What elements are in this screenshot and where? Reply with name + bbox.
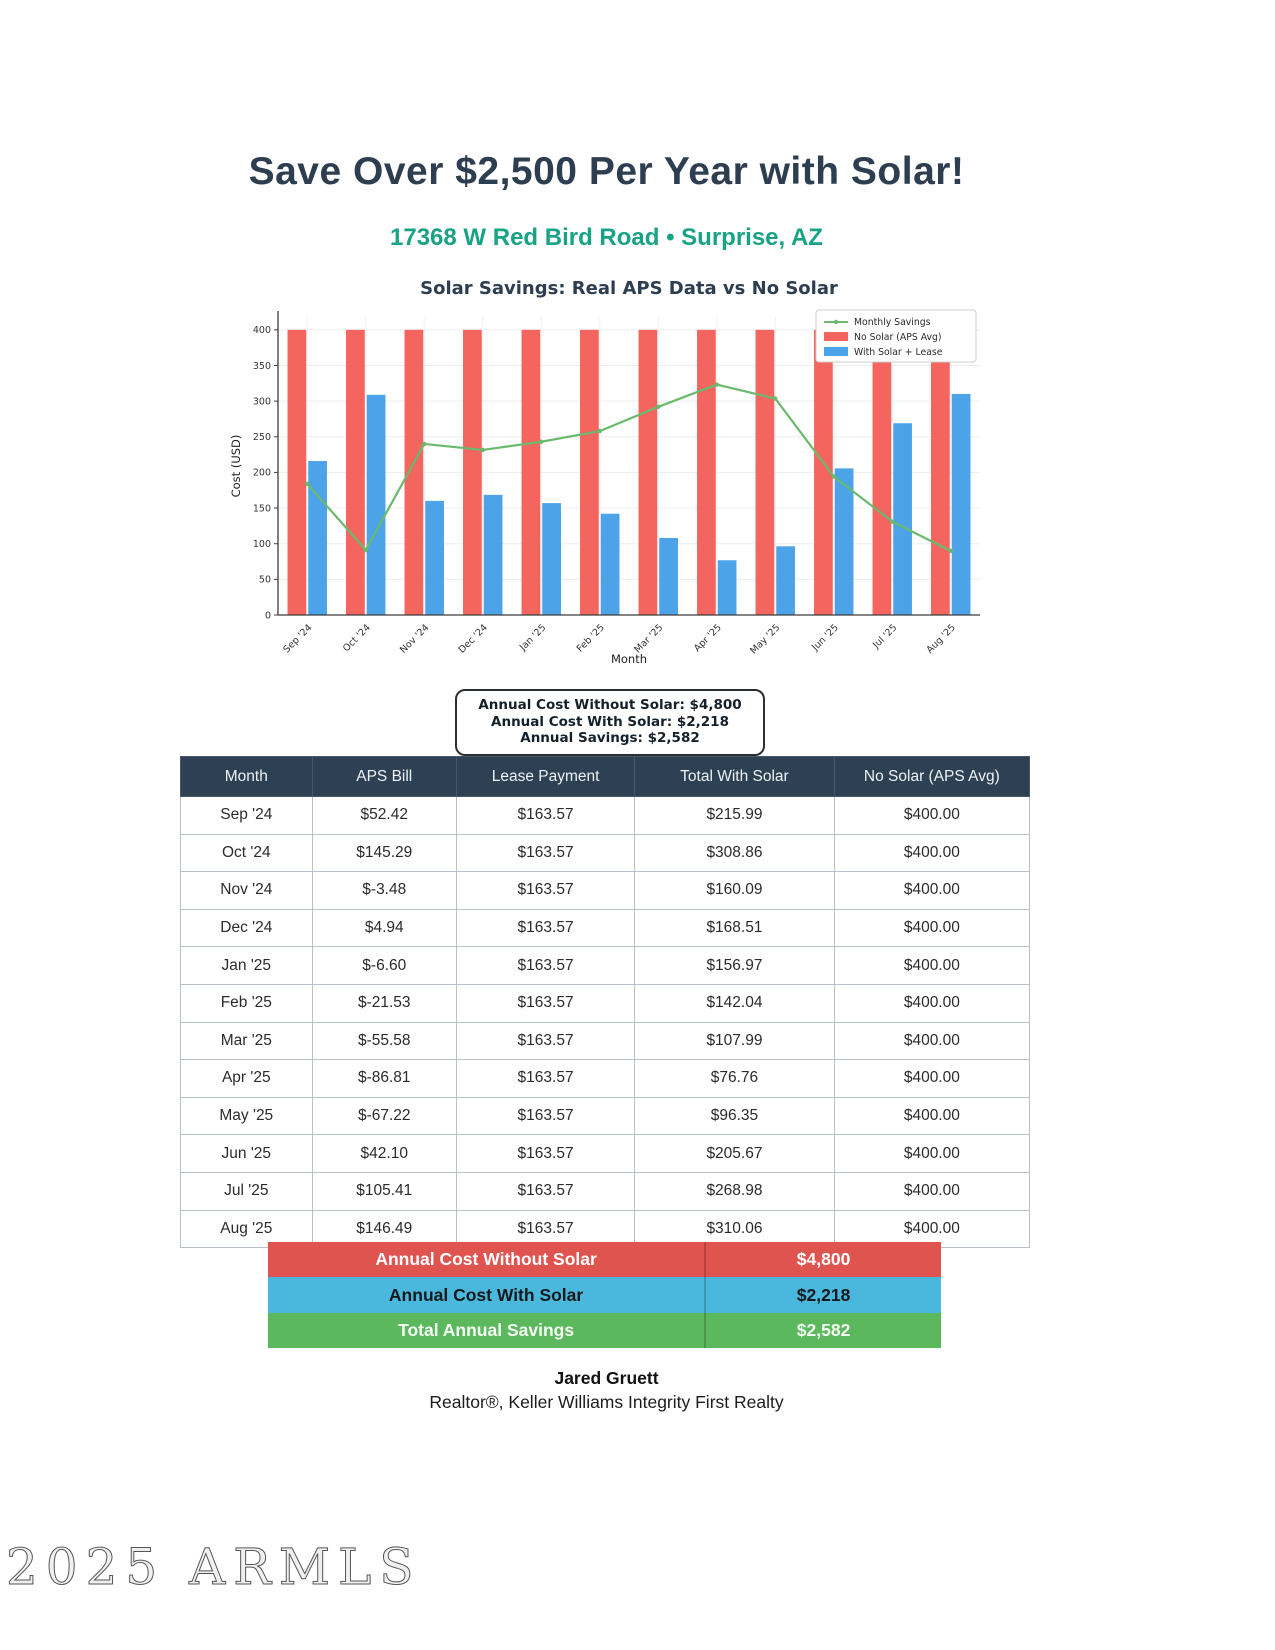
table-cell: $400.00 [834,797,1029,835]
table-cell: $-55.58 [312,1022,456,1060]
svg-text:Oct '24: Oct '24 [340,622,373,655]
table-cell: Nov '24 [181,872,313,910]
table-row [181,1022,1030,1060]
svg-text:Feb '25: Feb '25 [574,622,607,655]
table-cell: Aug '25 [181,1210,313,1248]
svg-text:Jul '25: Jul '25 [870,622,900,651]
table-row [181,1172,1030,1210]
monthly-cost-table [180,756,1030,1248]
table-cell: $-3.48 [312,872,456,910]
table-row [181,947,1030,985]
table-row [181,872,1030,910]
table-header-row [181,757,1030,797]
table-cell: $163.57 [456,1022,634,1060]
svg-text:50: 50 [258,574,271,586]
table-header-cell: APS Bill [312,757,456,797]
agent-title: Realtor®, Keller Williams Integrity First Realty [429,1392,784,1412]
table-cell: $168.51 [635,909,835,947]
totals-label: Annual Cost With Solar [388,1284,584,1305]
svg-text:No Solar (APS Avg): No Solar (APS Avg) [854,332,942,344]
table-cell: $400.00 [834,1060,1029,1098]
table-cell: $400.00 [834,834,1029,872]
svg-text:150: 150 [252,503,271,515]
table-cell: Jun '25 [181,1135,313,1173]
table-cell: $215.99 [635,797,835,835]
annual-summary-box [455,689,765,756]
svg-text:Monthly Savings: Monthly Savings [854,317,931,329]
table-header-cell: Month [181,757,313,797]
table-cell: $400.00 [834,909,1029,947]
svg-text:Dec '24: Dec '24 [456,622,490,656]
svg-text:Jan '25: Jan '25 [517,622,549,654]
table-cell: $400.00 [834,947,1029,985]
table-cell: $4.94 [312,909,456,947]
table-cell: $400.00 [834,1022,1029,1060]
svg-text:300: 300 [252,396,271,408]
table-cell: Mar '25 [181,1022,313,1060]
svg-text:0: 0 [264,610,271,622]
svg-text:400: 400 [252,325,271,337]
svg-text:Aug '25: Aug '25 [924,622,958,656]
table-cell: $163.57 [456,834,634,872]
x-axis-label: Month [610,652,648,666]
table-cell: $146.49 [312,1210,456,1248]
table-cell: $400.00 [834,984,1029,1022]
table-cell: $160.09 [635,872,835,910]
totals-label: Total Annual Savings [398,1319,575,1340]
table-cell: $400.00 [834,1210,1029,1248]
svg-text:Apr '25: Apr '25 [691,622,724,655]
table-cell: $105.41 [312,1172,456,1210]
table-cell: $-67.22 [312,1097,456,1135]
table-row [181,834,1030,872]
svg-text:Jun '25: Jun '25 [810,622,841,654]
svg-text:May '25: May '25 [748,622,783,657]
table-header-cell: Total With Solar [635,757,835,797]
chart-legend [816,310,976,362]
table-cell: $-6.60 [312,947,456,985]
table-cell: $156.97 [635,947,835,985]
svg-text:350: 350 [252,360,271,372]
table-cell: $52.42 [312,797,456,835]
table-cell: $268.98 [635,1172,835,1210]
table-row [181,797,1030,835]
table-cell: Sep '24 [181,797,313,835]
y-axis-label: Cost (USD) [229,434,243,498]
table-cell: $163.57 [456,909,634,947]
table-header-cell: Lease Payment [456,757,634,797]
table-cell: $-21.53 [312,984,456,1022]
solar-savings-chart [228,278,993,678]
table-cell: $163.57 [456,1097,634,1135]
summary-cost-with-solar: Annual Cost With Solar: $2,218 [491,713,729,730]
totals-value: $2,582 [704,1313,941,1348]
totals-value: $2,218 [704,1277,941,1312]
table-cell: $96.35 [635,1097,835,1135]
table-cell: $-86.81 [312,1060,456,1098]
table-cell: May '25 [181,1097,313,1135]
table-cell: Oct '24 [181,834,313,872]
table-cell: $163.57 [456,1135,634,1173]
svg-text:200: 200 [252,467,271,479]
table-cell: $400.00 [834,1172,1029,1210]
table-row [181,1060,1030,1098]
table-row [181,1135,1030,1173]
table-cell: $308.86 [635,834,835,872]
totals-value: $4,800 [704,1242,941,1277]
table-row [181,984,1030,1022]
annual-totals-table [268,1242,941,1348]
table-cell: Jul '25 [181,1172,313,1210]
property-address: 17368 W Red Bird Road • Surprise, AZ [390,224,823,251]
totals-row [268,1277,941,1312]
table-cell: $163.57 [456,1060,634,1098]
page-title: Save Over $2,500 Per Year with Solar! [248,150,965,193]
totals-row [268,1313,941,1348]
savings-line [305,382,953,553]
svg-text:Nov '24: Nov '24 [397,622,432,656]
svg-text:With Solar + Lease: With Solar + Lease [854,347,943,359]
table-cell: $163.57 [456,797,634,835]
table-cell: $163.57 [456,1172,634,1210]
table-cell: $42.10 [312,1135,456,1173]
table-cell: $163.57 [456,947,634,985]
table-header-cell: No Solar (APS Avg) [834,757,1029,797]
y-axis-ticks [253,325,278,621]
totals-label: Annual Cost Without Solar [375,1249,597,1270]
table-cell: $163.57 [456,872,634,910]
svg-text:Sep '24: Sep '24 [281,622,315,656]
chart-plot-area [228,301,988,673]
summary-cost-without-solar: Annual Cost Without Solar: $4,800 [478,697,742,713]
totals-row [268,1242,941,1277]
svg-text:Mar '25: Mar '25 [632,622,666,656]
agent-name: Jared Gruett [554,1368,659,1388]
table-cell: Feb '25 [181,984,313,1022]
table-cell: $163.57 [456,1210,634,1248]
table-cell: $400.00 [834,872,1029,910]
svg-text:100: 100 [252,539,271,551]
table-cell: Jan '25 [181,947,313,985]
table-cell: $142.04 [635,984,835,1022]
table-row [181,909,1030,947]
chart-title: Solar Savings: Real APS Data vs No Solar [420,278,838,299]
table-cell: $145.29 [312,834,456,872]
table-cell: $310.06 [635,1210,835,1248]
table-row [181,1097,1030,1135]
armls-watermark: 2025 ARMLS [6,1538,422,1596]
table-cell: $400.00 [834,1097,1029,1135]
table-cell: Apr '25 [181,1060,313,1098]
table-cell: $76.76 [635,1060,835,1098]
table-cell: $163.57 [456,984,634,1022]
table-cell: $400.00 [834,1135,1029,1173]
svg-text:250: 250 [252,432,271,444]
table-cell: $107.99 [635,1022,835,1060]
table-cell: $205.67 [635,1135,835,1173]
summary-annual-savings: Annual Savings: $2,582 [520,730,700,746]
table-cell: Dec '24 [181,909,313,947]
